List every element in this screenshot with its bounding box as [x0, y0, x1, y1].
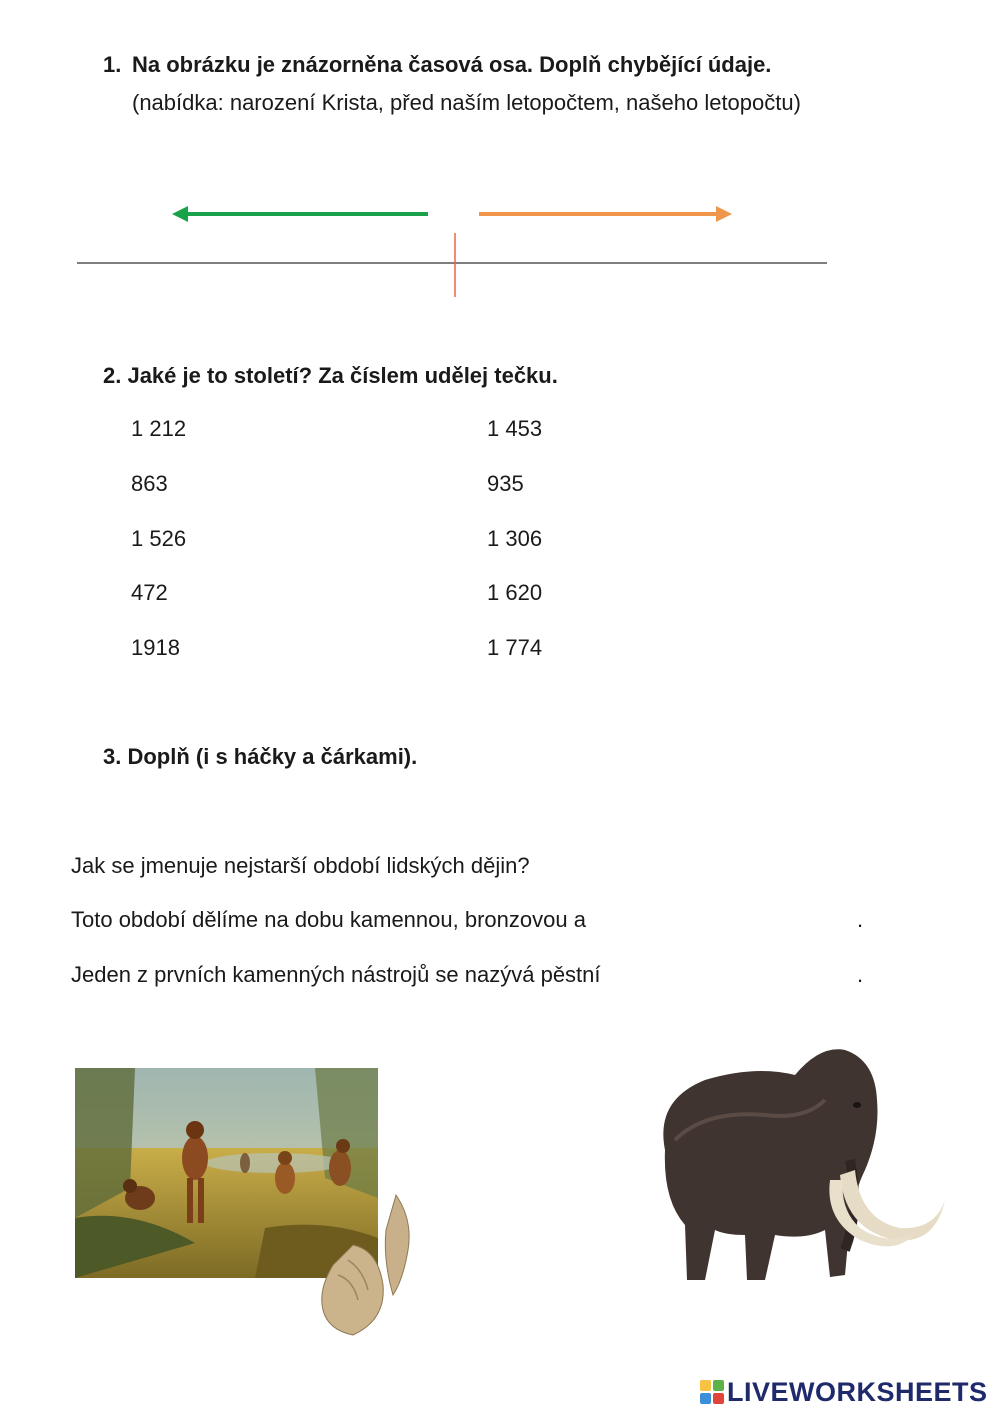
logo-grid-icon — [700, 1380, 724, 1404]
number-left-2: 863 — [131, 471, 168, 496]
task2-title: 2. Jaké je to století? Za číslem udělej tečku. — [103, 363, 558, 388]
century-answer-left-5[interactable] — [215, 633, 439, 665]
task3-period-3: . — [857, 962, 864, 987]
task3-question-2: Toto období dělíme na dobu kamennou, bronzovou a — [71, 907, 586, 932]
task3-question-3: Jeden z prvních kamenných nástrojů se nazývá pěstní — [71, 962, 601, 987]
task1-number: 1. — [103, 52, 122, 77]
number-left-4: 472 — [131, 580, 168, 605]
number-right-5: 1 774 — [487, 635, 543, 660]
timeline-answer-left[interactable] — [160, 142, 444, 174]
number-right-2: 935 — [487, 471, 524, 496]
century-answer-left-2[interactable] — [215, 469, 439, 501]
task3-title: 3. Doplň (i s háčky a čárkami). — [103, 744, 418, 769]
timeline-left-arrowhead — [172, 206, 188, 222]
number-left-5: 1918 — [131, 635, 180, 660]
century-answer-right-5[interactable] — [570, 633, 814, 665]
number-left-1: 1 212 — [131, 416, 187, 441]
task3-period-2: . — [857, 907, 864, 932]
century-answer-left-4[interactable] — [215, 578, 439, 610]
task3-answer-2[interactable] — [656, 905, 856, 937]
task3-question-1: Jak se jmenuje nejstarší období lidských dějin? — [71, 853, 530, 878]
number-right-1: 1 453 — [487, 416, 543, 441]
century-answer-right-4[interactable] — [570, 578, 814, 610]
timeline — [0, 190, 1000, 305]
century-answer-left-1[interactable] — [215, 414, 439, 446]
task3-answer-3[interactable] — [656, 960, 856, 992]
task1-hint: (nabídka: narození Krista, před naším letopočtem, našeho letopočtu) — [132, 90, 801, 115]
number-right-4: 1 620 — [487, 580, 543, 605]
century-answer-right-2[interactable] — [570, 469, 814, 501]
century-answer-right-3[interactable] — [570, 524, 814, 556]
timeline-answer-right[interactable] — [470, 142, 754, 174]
century-answer-left-3[interactable] — [215, 524, 439, 556]
century-answer-right-1[interactable] — [570, 414, 814, 446]
number-right-3: 1 306 — [487, 526, 543, 551]
hand-axe-image — [318, 1190, 418, 1340]
logo-text: LIVEWORKSHEETS — [727, 1377, 988, 1407]
liveworksheets-logo — [700, 1377, 988, 1408]
task1-title: Na obrázku je znázorněna časová osa. Doplň chybějící údaje. — [132, 52, 772, 77]
number-left-3: 1 526 — [131, 526, 187, 551]
timeline-right-arrowhead — [716, 206, 732, 222]
timeline-answer-center[interactable] — [360, 302, 564, 334]
mammoth-image — [645, 1040, 950, 1290]
